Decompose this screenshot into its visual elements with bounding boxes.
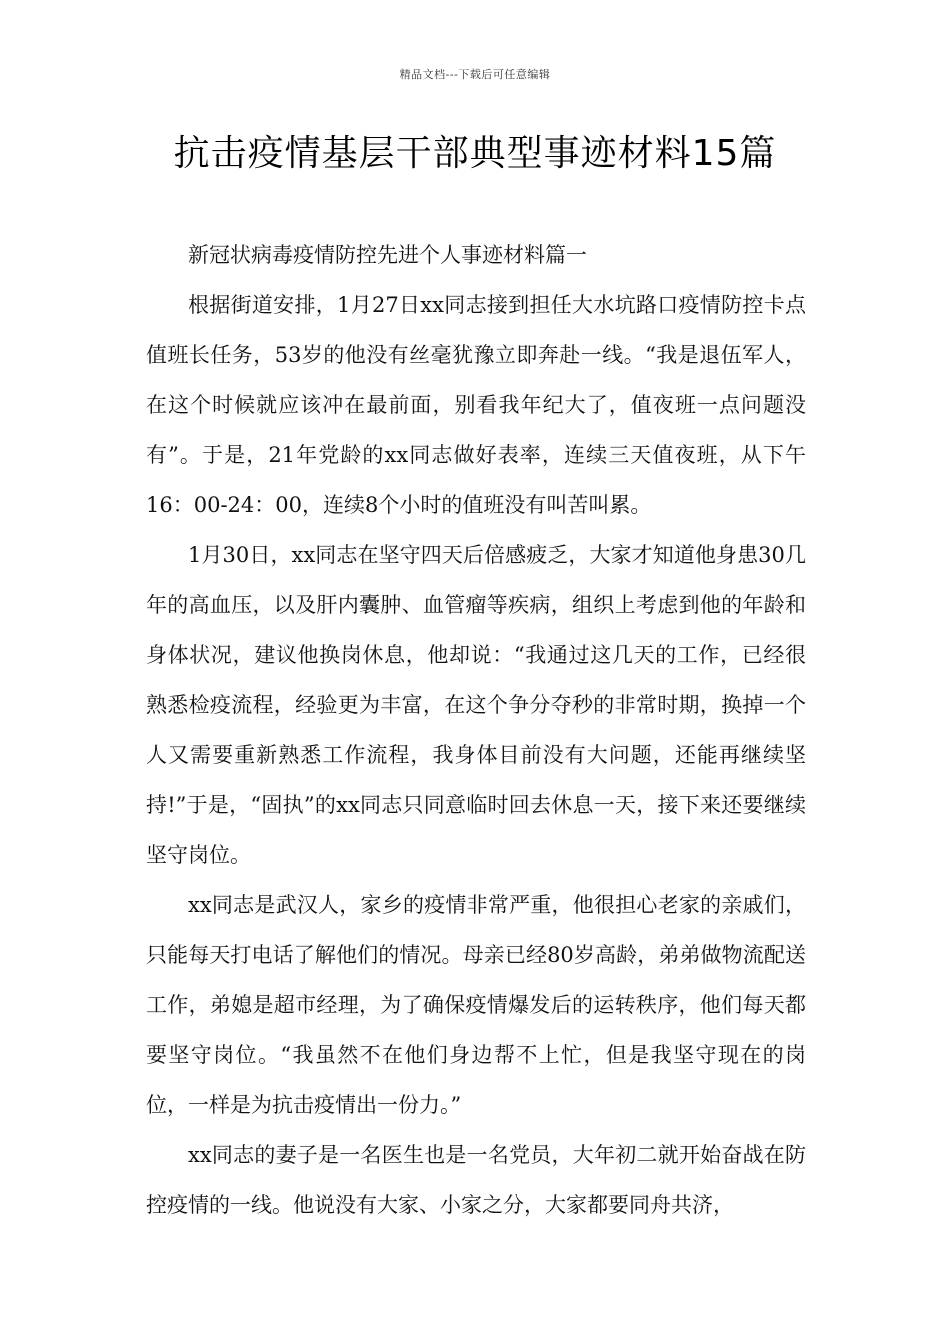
paragraph-subtitle: 新冠状病毒疫情防控先进个人事迹材料篇一 (188, 243, 587, 267)
paragraph: xx同志是武汉人，家乡的疫情非常严重，他很担心老家的亲戚们，只能每天打电话了解他们的情况。母亲已经80岁高龄，弟弟做物流配送工作，弟媳是超市经理，为了确保疫情爆发后的运转秩序，他们每天都要坚守岗位。“我虽然不在他们身边帮不上忙，但是我坚守现在的岗位，一样是为抗击疫情出一份力。” (146, 893, 806, 1117)
header-note: 精品文档---下载后可任意编辑 (399, 68, 551, 81)
paragraph: 1月30日，xx同志在坚守四天后倍感疲乏，大家才知道他身患30几年的高血压，以及肝内囊肿、血管瘤等疾病，组织上考虑到他的年龄和身体状况，建议他换岗休息，他却说：“我通过这几天的工作，已经很熟悉检疫流程，经验更为丰富，在这个争分夺秒的非常时期，换掉一个人又需要重新熟悉工作流程，我身体目前没有大问题，还能再继续坚持!”于是，“固执”的xx同志只同意临时回去休息一天，接下来还要继续坚守岗位。 (146, 543, 806, 867)
document-body (146, 230, 806, 1230)
paragraph: 根据街道安排，1月27日xx同志接到担任大水坑路口疫情防控卡点值班长任务，53岁的他没有丝毫犹豫立即奔赴一线。“我是退伍军人，在这个时候就应该冲在最前面，别看我年纪大了，值夜班一点问题没有”。于是，21年党龄的xx同志做好表率，连续三天值夜班，从下午16：00-24：00，连续8个小时的值班没有叫苦叫累。 (146, 293, 806, 517)
document-title: 抗击疫情基层干部典型事迹材料15篇 (173, 133, 777, 174)
paragraph: xx同志的妻子是一名医生也是一名党员，大年初二就开始奋战在防控疫情的一线。他说没有大家、小家之分，大家都要同舟共济， (146, 1143, 806, 1217)
